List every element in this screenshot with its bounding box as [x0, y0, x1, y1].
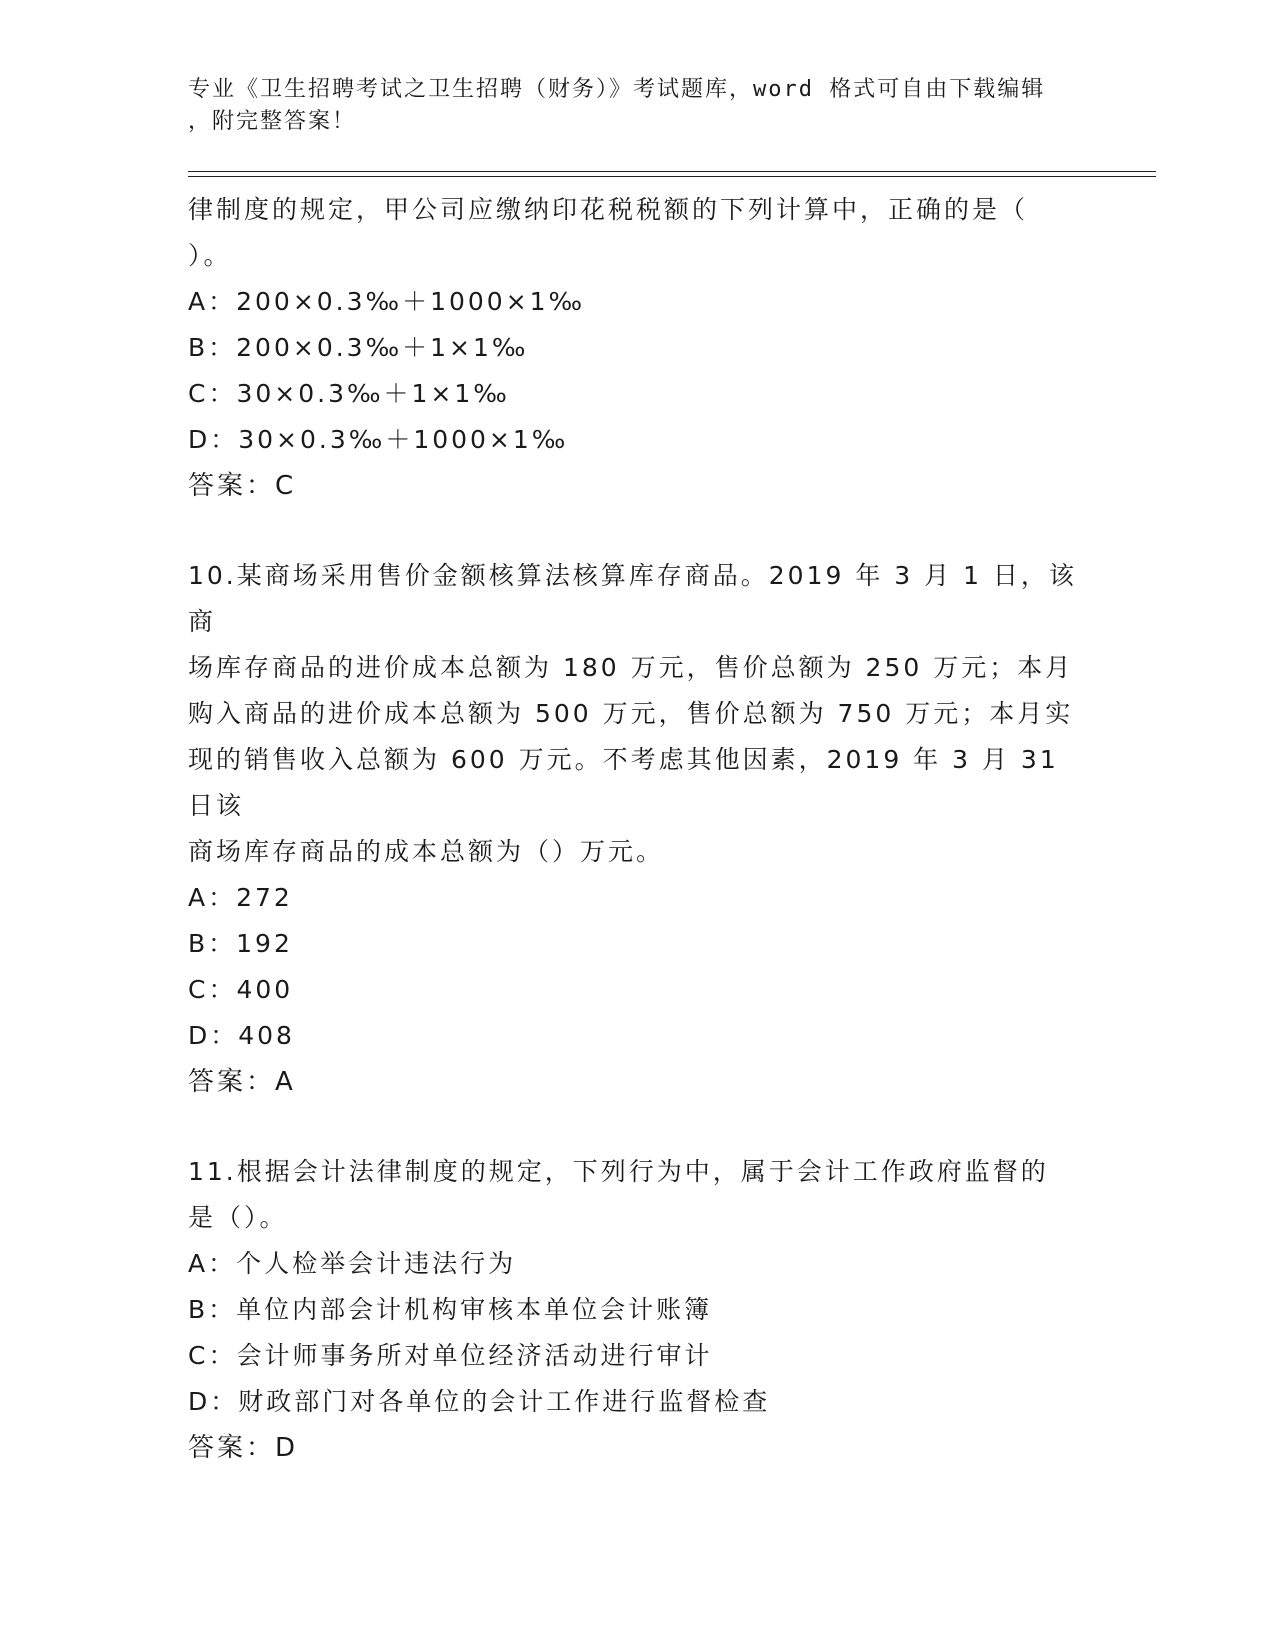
question-10-answer: 答案：A: [188, 1067, 296, 1097]
question-10-option-d: D：408: [188, 1021, 295, 1050]
question-10-option-c: C：400: [188, 975, 294, 1004]
question-11-option-d: D：财政部门对各单位的会计工作进行监督检查: [188, 1387, 771, 1416]
question-11-answer: 答案：D: [188, 1433, 299, 1463]
question-11-option-c: C：会计师事务所对单位经济活动进行审计: [188, 1341, 713, 1370]
question-9-option-d: D：30×0.3‰＋1000×1‰: [188, 425, 569, 454]
question-10-option-a: A：272: [188, 883, 293, 912]
question-11-stem-line: 是（）。: [188, 1203, 288, 1232]
header-line-1: 专业《卫生招聘考试之卫生招聘（财务）》考试题库，word 格式可自由下载编辑: [188, 77, 1046, 102]
header-line-2: ，附完整答案！: [188, 109, 357, 134]
question-11-stem-line: 11.根据会计法律制度的规定，下列行为中，属于会计工作政府监督的: [188, 1157, 1049, 1186]
question-10-stem-line: 商场库存商品的成本总额为（）万元。: [188, 837, 665, 866]
question-10-stem-line: 10.某商场采用售价金额核算法核算库存商品。2019 年 3 月 1 日，该商: [188, 561, 1077, 636]
question-9-option-c: C：30×0.3‰＋1×1‰: [188, 379, 510, 408]
question-11-option-a: A：个人检举会计违法行为: [188, 1249, 517, 1278]
document-header: [188, 74, 1068, 138]
question-9-answer: 答案：C: [188, 471, 297, 501]
header-rule-bottom: [188, 176, 1156, 177]
question-9-option-a: A：200×0.3‰＋1000×1‰: [188, 287, 586, 316]
question-10-stem-line: 现的销售收入总额为 600 万元。不考虑其他因素，2019 年 3 月 31 日该: [188, 745, 1059, 820]
question-10-option-b: B：192: [188, 929, 293, 958]
question-9-stem-line-2: ）。: [188, 241, 232, 270]
question-content: [188, 187, 1088, 1471]
header-rule-top: [188, 171, 1156, 172]
question-11: [188, 1149, 1088, 1471]
question-9: [188, 187, 1088, 509]
question-9-option-b: B：200×0.3‰＋1×1‰: [188, 333, 529, 362]
question-10-stem-line: 场库存商品的进价成本总额为 180 万元，售价总额为 250 万元；本月: [188, 653, 1074, 682]
question-10: [188, 553, 1088, 1105]
question-11-option-b: B：单位内部会计机构审核本单位会计账簿: [188, 1295, 713, 1324]
question-9-stem-line-1: 律制度的规定，甲公司应缴纳印花税税额的下列计算中，正确的是（: [188, 195, 1029, 224]
question-10-stem-line: 购入商品的进价成本总额为 500 万元，售价总额为 750 万元；本月实: [188, 699, 1074, 728]
